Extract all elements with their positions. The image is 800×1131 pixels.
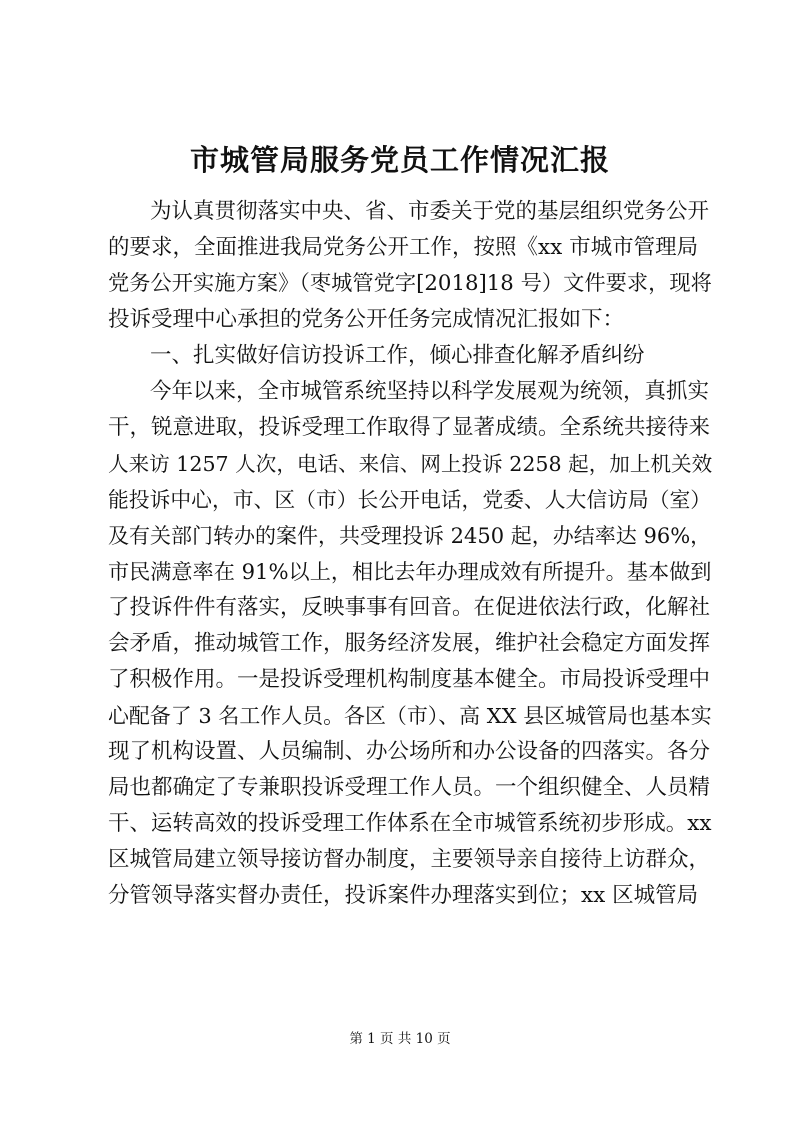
section-heading: 一、扎实做好信访投诉工作，倾心排查化解矛盾纠纷 [150,343,645,368]
body-line: 市民满意率在 91%以上，相比去年办理成效有所提升。基本做到 [108,559,712,584]
body-line: 投诉受理中心承担的党务公开任务完成情况汇报如下： [108,307,625,332]
page-title: 市城管局服务党员工作情况汇报 [189,143,610,177]
body-line: 为认真贯彻落实中央、省、市委关于党的基层组织党务公开 [150,199,710,224]
body-line: 了投诉件件有落实，反映事事有回音。在促进依法行政，化解社 [108,595,711,620]
body-line: 干、运转高效的投诉受理工作体系在全市城管系统初步形成。xx [108,811,712,836]
page-number: 第 1 页 共 10 页 [349,1031,451,1047]
body-line: 分管领导落实督办责任，投诉案件办理落实到位；xx 区城管局 [108,883,699,908]
body-line: 的要求，全面推进我局党务公开工作，按照《xx 市城市管理局 [108,235,699,260]
body-line: 了积极作用。一是投诉受理机构制度基本健全。市局投诉受理中 [108,667,711,692]
body-line: 区城管局建立领导接访督办制度，主要领导亲自接待上访群众， [108,847,711,872]
body-line: 局也都确定了专兼职投诉受理工作人员。一个组织健全、人员精 [108,775,711,800]
body-line: 现了机构设置、人员编制、办公场所和办公设备的四落实。各分 [108,739,711,764]
body-line: 干，锐意进取，投诉受理工作取得了显著成绩。全系统共接待来 [108,415,711,440]
body-line: 今年以来，全市城管系统坚持以科学发展观为统领，真抓实 [150,379,710,404]
body-line: 能投诉中心，市、区（市）长公开电话，党委、人大信访局（室） [108,488,712,512]
body-line: 及有关部门转办的案件，共受理投诉 2450 起，办结率达 96%， [108,523,712,548]
body-line: 人来访 1257 人次，电话、来信、网上投诉 2258 起，加上机关效 [108,452,713,476]
body-line: 党务公开实施方案》（枣城管党字[2018]18 号）文件要求，现将 [108,271,712,296]
body-line: 心配备了 3 名工作人员。各区（市）、高 XX 县区城管局也基本实 [108,704,712,728]
body-line: 会矛盾，推动城管工作，服务经济发展，维护社会稳定方面发挥 [108,631,711,656]
